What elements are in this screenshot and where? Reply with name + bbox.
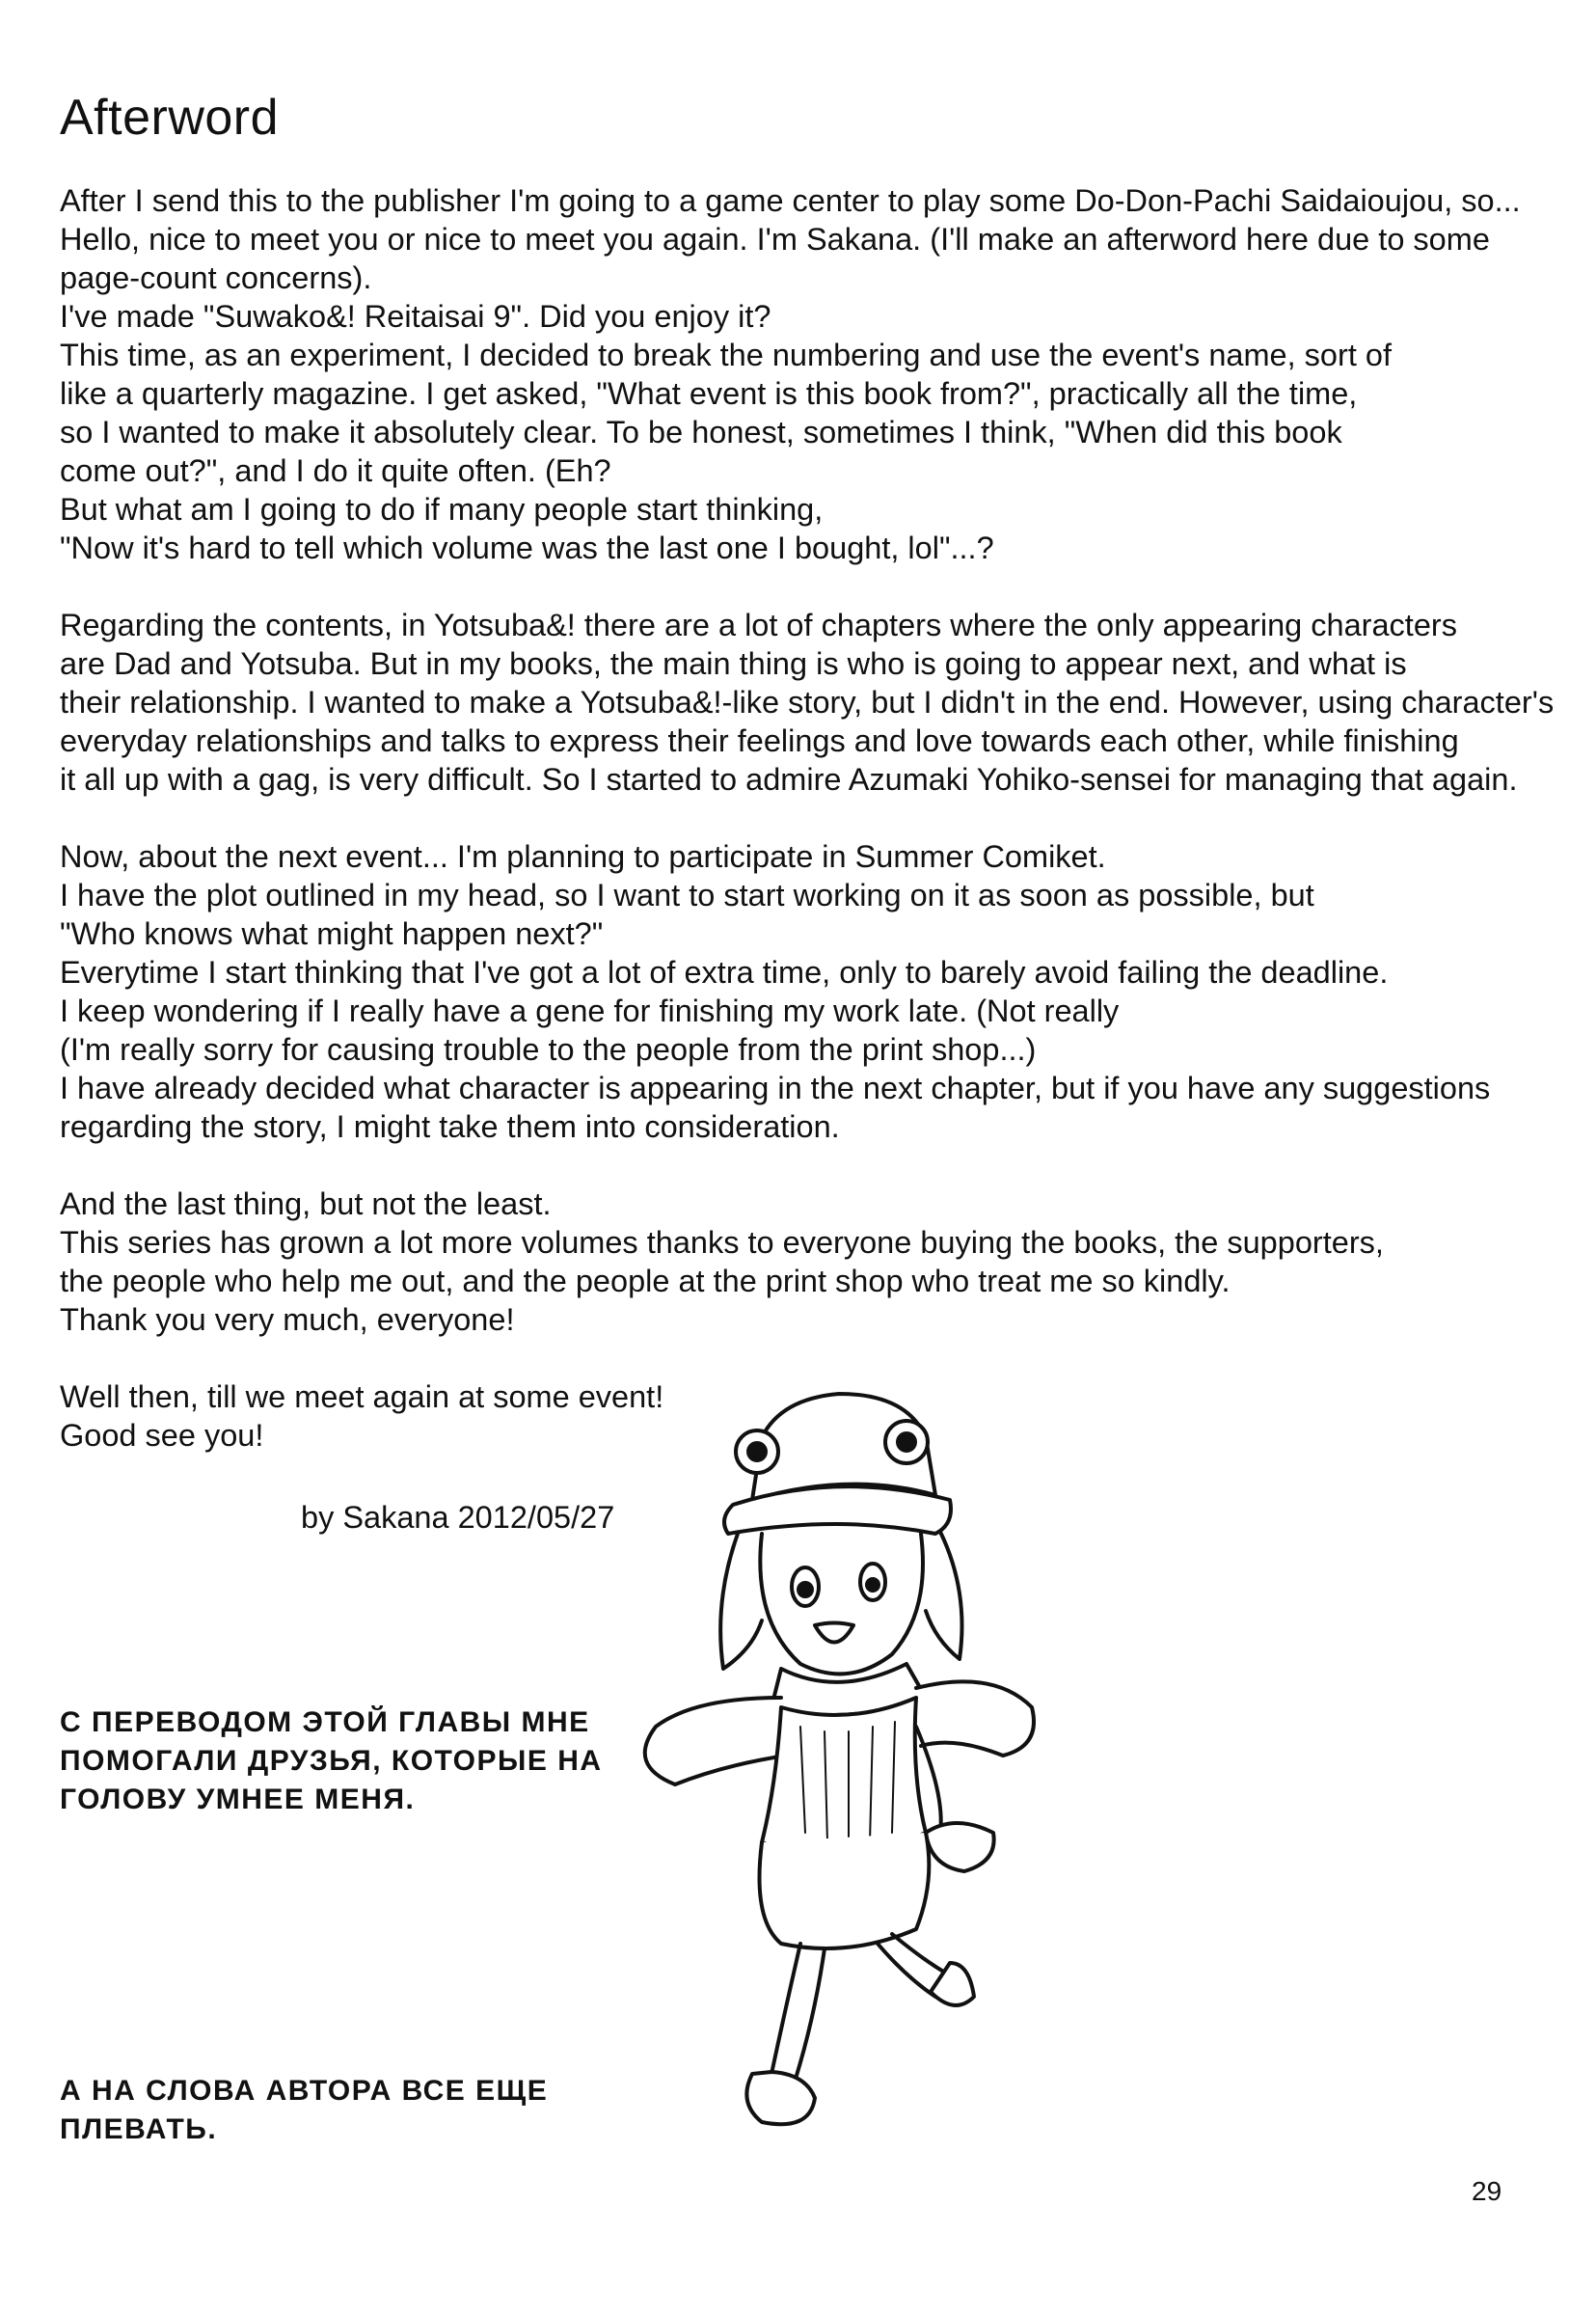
body-line: I have already decided what character is appearing in the next chapter, but if you have any suggestions	[60, 1071, 1491, 1105]
body-line: so I wanted to make it absolutely clear. To be honest, sometimes I think, "When did this book	[60, 415, 1342, 449]
body-line: Thank you very much, everyone!	[60, 1302, 515, 1337]
body-line: Everytime I start thinking that I've got a lot of extra time, only to barely avoid failing the deadline.	[60, 955, 1389, 990]
page-number: 29	[1472, 2176, 1502, 2206]
paragraph-gap	[60, 799, 1564, 837]
body-line: Hello, nice to meet you or nice to meet you again. I'm Sakana. (I'll make an afterword here due to some	[60, 222, 1490, 257]
paragraph-gap	[60, 567, 1564, 606]
body-line: "Now it's hard to tell which volume was the last one I bought, lol"...?	[60, 531, 994, 565]
body-line: are Dad and Yotsuba. But in my books, the main thing is who is going to appear next, and what is	[60, 646, 1407, 681]
body-line: their relationship. I wanted to make a Yotsuba&!-like story, but I didn't in the end. However, using character's	[60, 685, 1555, 720]
paragraph-gap	[60, 1146, 1564, 1185]
note-line: ПОМОГАЛИ ДРУЗЬЯ, КОТОРЫЕ НА	[60, 1745, 603, 1777]
body-line: And the last thing, but not the least.	[60, 1186, 552, 1221]
body-line: But what am I going to do if many people start thinking,	[60, 492, 824, 527]
body-line: Well then, till we meet again at some event!	[60, 1379, 664, 1414]
body-line: come out?", and I do it quite often. (Eh?	[60, 453, 611, 488]
body-line: (I'm really sorry for causing trouble to the people from the print shop...)	[60, 1032, 1037, 1067]
body-line: like a quarterly magazine. I get asked, "What event is this book from?", practically all the time,	[60, 376, 1358, 411]
note-line: А НА СЛОВА АВТОРА ВСЕ ЕЩЕ	[60, 2075, 549, 2107]
character-illustration	[617, 1379, 1041, 2170]
body-line: I've made "Suwako&! Reitaisai 9". Did you enjoy it?	[60, 299, 771, 334]
note-line: ПЛЕВАТЬ.	[60, 2113, 218, 2145]
body-line: "Who knows what might happen next?"	[60, 916, 604, 951]
paragraph-gap	[60, 1339, 1564, 1377]
afterword-body	[60, 181, 1564, 1455]
note-line: ГОЛОВУ УМНЕЕ МЕНЯ.	[60, 1784, 416, 1815]
body-line: everyday relationships and talks to express their feelings and love towards each other, while finishing	[60, 723, 1459, 758]
body-line: the people who help me out, and the people at the print shop who treat me so kindly.	[60, 1264, 1231, 1298]
body-line: After I send this to the publisher I'm going to a game center to play some Do-Don-Pachi Saidaioujou, so...	[60, 183, 1521, 218]
body-line: it all up with a gag, is very difficult. So I started to admire Azumaki Yohiko-sensei for managing that again.	[60, 762, 1518, 797]
body-line: page-count concerns).	[60, 260, 372, 295]
body-line: This series has grown a lot more volumes thanks to everyone buying the books, the supporters,	[60, 1225, 1384, 1260]
body-line: I keep wondering if I really have a gene for finishing my work late. (Not really	[60, 994, 1120, 1028]
body-line: regarding the story, I might take them into consideration.	[60, 1109, 840, 1144]
body-line: Now, about the next event... I'm planning to participate in Summer Comiket.	[60, 839, 1106, 874]
author-signature: by Sakana 2012/05/27	[301, 1500, 615, 1535]
body-line: This time, as an experiment, I decided to break the numbering and use the event's name, sort of	[60, 338, 1392, 372]
body-line: Regarding the contents, in Yotsuba&! there are a lot of chapters where the only appearing characters	[60, 608, 1457, 642]
body-line: I have the plot outlined in my head, so I want to start working on it as soon as possible, but	[60, 878, 1314, 912]
translator-note	[60, 1703, 603, 1819]
translator-note	[60, 2072, 548, 2149]
body-line: Good see you!	[60, 1418, 264, 1453]
note-line: С ПЕРЕВОДОМ ЭТОЙ ГЛАВЫ МНЕ	[60, 1706, 590, 1738]
afterword-title: Afterword	[60, 90, 280, 146]
